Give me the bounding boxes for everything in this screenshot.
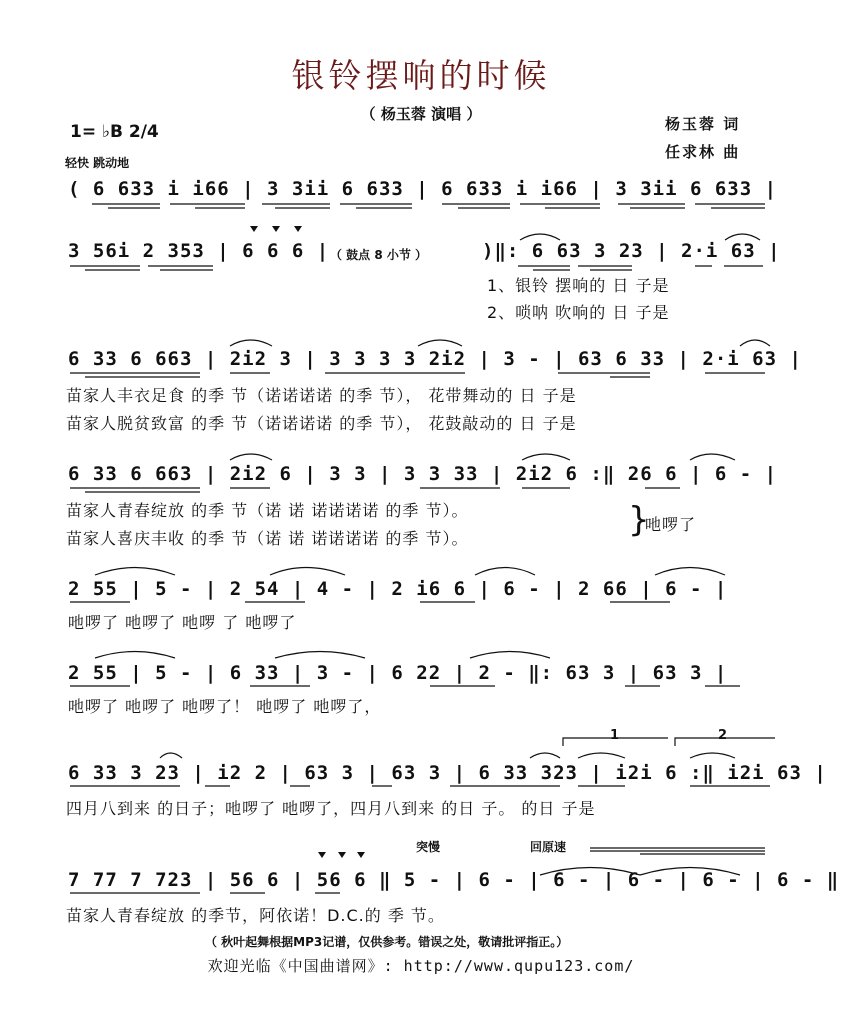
score-row-6: 2 55 | 5 - | 6 33 | 3 - | 6 22 | 2 - ‖: 63 3 | 63 3 | [68,662,728,684]
lyric-row-6: 吔啰了 吔啰了 吔啰了！ 吔啰了 吔啰了， [68,697,382,716]
score-row-7: 6 33 3 23 | i2 2 | 63 3 | 63 3 | 6 33 323 | i2i 6 :‖ i2i 63 | [68,762,827,784]
score-row-2-part-a: 3 56i 2 353 | 6 6 6 | [68,240,330,262]
score-row-2-part-b: )‖: 6 63 3 23 | 2·i 63 | [482,240,781,262]
lyric-row-3-verse-1: 苗家人丰衣足食 的季 节（诺诺诺诺 的季 节）， 花带舞动的 日 子是 [66,386,577,405]
lyric-row-3-verse-2: 苗家人脱贫致富 的季 节（诺诺诺诺 的季 节）， 花鼓敲动的 日 子是 [66,414,577,433]
lyric-row-2-verse-1: 1、银铃 摆响的 日 子是 [487,276,670,295]
resume-tempo-marking: 回原速 [530,840,567,854]
key-signature: 1= ♭B 2/4 [70,122,159,142]
score-row-5: 2 55 | 5 - | 2 54 | 4 - | 2 i6 6 | 6 - | 2 66 | 6 - | [68,578,728,600]
tempo-marking: 轻快 跳动地 [65,156,130,170]
score-row-1: ( 6 633 i i66 | 3 3ii 6 633 | 6 633 i i66 | 3 3ii 6 633 | [68,178,778,200]
lyric-row-4-verse-2: 苗家人喜庆丰收 的季 节（诺 诺 诺诺诺诺 的季 节）。 [66,529,469,548]
lyric-row-5: 吔啰了 吔啰了 吔啰 了 吔啰了 [68,613,297,632]
lyric-row-2-verse-2: 2、唢呐 吹响的 日 子是 [487,303,670,322]
verse-brace: } [628,500,650,540]
lyric-row-4-verse-1: 苗家人青春绽放 的季 节（诺 诺 诺诺诺诺 的季 节）。 [66,501,469,520]
site-credit: 欢迎光临《中国曲谱网》: http://www.qupu123.com/ [207,957,635,975]
score-row-8: 7 77 7 723 | 56 6 | 56 6 ‖ 5 - | 6 - | 6 - | 6 - | 6 - | 6 - ‖ [68,869,840,891]
lyric-row-7: 四月八到来 的日子；吔啰了 吔啰了，四月八到来 的日 子。 的日 子是 [66,799,596,818]
score-row-4: 6 33 6 663 | 2i2 6 | 3 3 | 3 3 33 | 2i2 6 :‖ 26 6 | 6 - | [68,463,778,485]
page-title: 银铃摆响的时候 [291,56,551,95]
volta-1-label: 1 [610,728,620,743]
lyricist-credit: 杨玉蓉 词 [665,115,741,133]
transcriber-note: （ 秋叶起舞根据MP3记谱，仅供参考。错误之处，敬请批评指正。） [205,935,569,949]
composer-credit: 任求林 曲 [665,143,741,161]
brace-lyric: 吔啰了 [645,515,697,534]
singer-credit: （ 杨玉蓉 演唱 ） [360,105,482,123]
volta-2-label: 2 [718,728,728,743]
sudden-slow-marking: 突慢 [416,840,441,854]
drum-interlude-note: （ 鼓点 8 小节 ） [330,248,428,262]
score-row-3: 6 33 6 663 | 2i2 3 | 3 3 3 3 2i2 | 3 - | 63 6 33 | 2·i 63 | [68,348,802,370]
lyric-row-8: 苗家人青春绽放 的季节，阿依诺！D.C.的 季 节。 [66,906,445,925]
